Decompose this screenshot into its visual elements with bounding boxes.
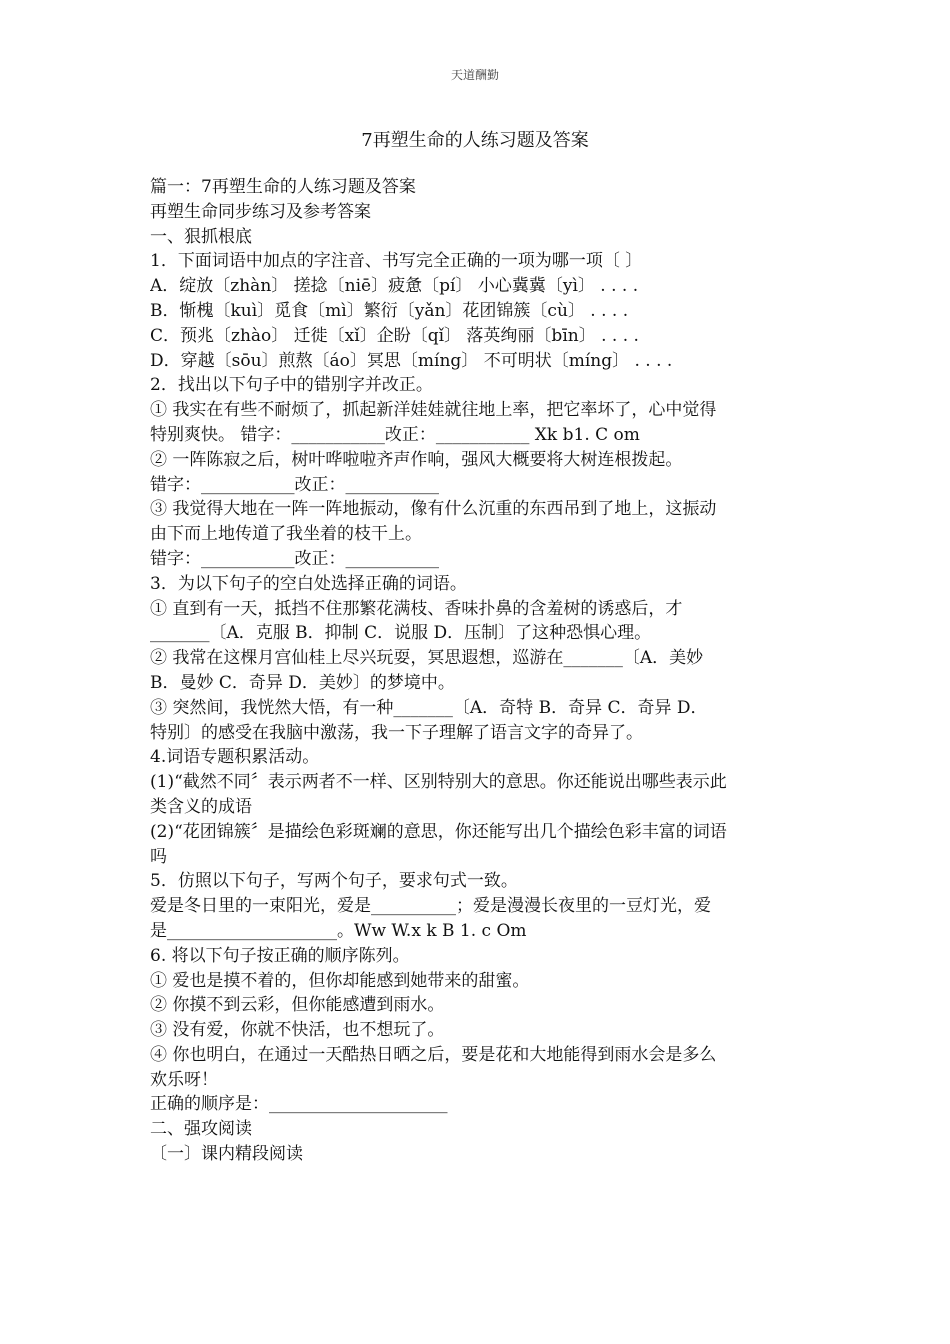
- text-line: (2)“花团锦簇〞是描绘色彩斑斓的意思，你还能写出几个描绘色彩丰富的词语: [150, 821, 727, 842]
- text-line: 吗: [150, 846, 167, 867]
- subtitle: 再塑生命同步练习及参考答案: [150, 201, 371, 222]
- text-line: ③ 我觉得大地在一阵一阵地振动，像有什么沉重的东西吊到了地上，这振动: [150, 499, 717, 520]
- text-line: ① 爱也是摸不着的，但你却能感到她带来的甜蜜。: [150, 970, 530, 991]
- section-heading: 篇一：7再塑生命的人练习题及答案: [150, 177, 416, 197]
- text-line: 是____________________。Ww W.x k B 1. c Om: [150, 920, 527, 941]
- text-line: 欢乐呀！: [150, 1069, 218, 1090]
- text-line: _______〔A．克服 B．抑制 C．说服 D．压制〕了这种恐惧心理。: [150, 623, 652, 644]
- part-heading: 一、狠抓根底: [150, 226, 252, 247]
- subsection-heading: 〔一〕课内精段阅读: [150, 1144, 303, 1165]
- text-line: ④ 你也明白，在通过一天酷热日晒之后，要是花和大地能得到雨水会是多么: [150, 1044, 717, 1065]
- text-line: ① 我实在有些不耐烦了，抓起新洋娃娃就往地上率，把它率坏了，心中觉得: [150, 400, 717, 421]
- question-5: 5．仿照以下句子，写两个句子，要求句式一致。: [150, 871, 518, 892]
- option-b: B．惭槐〔kuì〕觅食〔mì〕繁衍〔yǎn〕花团锦簇〔cù〕 . . . .: [150, 300, 629, 321]
- text-line: 正确的顺序是：_____________________: [150, 1094, 448, 1115]
- text-line: 类含义的成语: [150, 796, 252, 817]
- text-line: ③ 没有爱，你就不快活，也不想玩了。: [150, 1020, 445, 1041]
- part-heading: 二、强攻阅读: [150, 1119, 252, 1140]
- page-header: 天道酬勤: [450, 68, 499, 82]
- option-a: A．绽放〔zhàn〕 搓捻〔niē〕疲惫〔pí〕 小心冀冀〔yì〕 . . . .: [150, 276, 639, 297]
- document-body: [150, 175, 800, 1167]
- text-line: 错字：___________改正：___________: [150, 548, 439, 569]
- text-line: ② 我常在这棵月宫仙桂上尽兴玩耍，冥思遐想，巡游在_______〔A．美妙: [150, 648, 704, 669]
- option-c: C．预兆〔zhào〕 迁徙〔xǐ〕企盼〔qǐ〕 落英绚丽〔bīn〕 . . . .: [150, 325, 639, 346]
- text-line: ③ 突然间，我恍然大悟，有一种_______〔A．奇特 B．奇异 C．奇异 D．: [150, 697, 708, 718]
- question-6: 6. 将以下句子按正确的顺序陈列。: [150, 945, 410, 966]
- option-d: D．穿越〔sōu〕煎熬〔áo〕冥思〔míng〕 不可明状〔míng〕 . . . .: [150, 350, 673, 371]
- text-line: B．曼妙 C．奇异 D．美妙〕的梦境中。: [150, 672, 455, 693]
- question-2: 2．找出以下句子中的错别字并改正。: [150, 375, 433, 396]
- text-line: (1)“截然不同〞表示两者不一样、区别特别大的意思。你还能说出哪些表示此: [150, 772, 727, 793]
- text-line: 错字：___________改正：___________: [150, 474, 439, 495]
- text-line: ② 你摸不到云彩，但你能感遭到雨水。: [150, 995, 445, 1016]
- text-line: 特别〕的感受在我脑中激荡，我一下子理解了语言文字的奇异了。: [150, 722, 643, 743]
- text-line: 特别爽快。 错字：___________改正：___________ Xk b1. C om: [150, 424, 640, 445]
- question-3: 3．为以下句子的空白处选择正确的词语。: [150, 573, 467, 594]
- text-line: 由下而上地传道了我坐着的枝干上。: [150, 524, 422, 545]
- question-1: 1．下面词语中加点的字注音、书写完全正确的一项为哪一项〔 〕: [150, 251, 643, 272]
- document-title: 7再塑生命的人练习题及答案: [361, 130, 589, 151]
- text-line: ② 一阵陈寂之后，树叶哗啦啦齐声作响，强风大概要将大树连根拨起。: [150, 449, 683, 470]
- question-4: 4.词语专题积累活动。: [150, 747, 320, 768]
- text-line: ① 直到有一天，抵挡不住那繁花满枝、香味扑鼻的含羞树的诱惑后，才: [150, 598, 683, 619]
- text-line: 爱是冬日里的一束阳光，爱是__________；爱是漫漫长夜里的一豆灯光，爱: [150, 896, 711, 917]
